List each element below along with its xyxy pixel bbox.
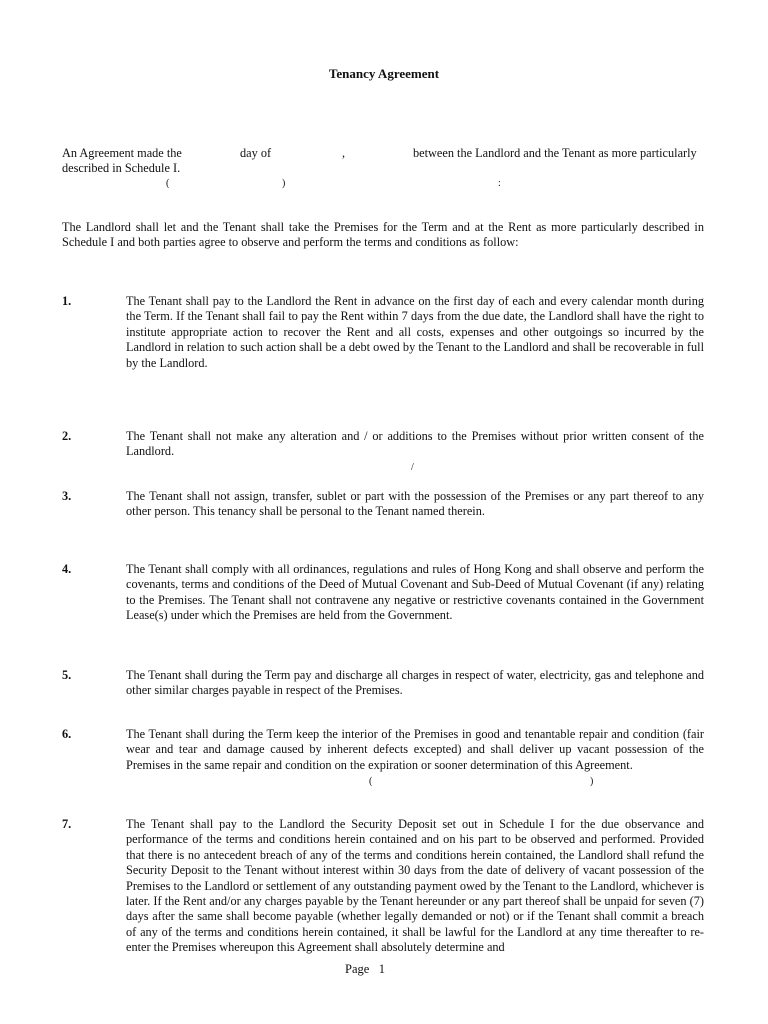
clause-4 <box>62 562 704 624</box>
clause-text: The Tenant shall during the Term keep the interior of the Premises in good and tenantable repair and condition (fair wear and tear and damage caused by inherent defects excepted) and shall deliver up vacant possession of the Premises in the same repair and condition on the expiration or sooner determination of this Agreement. <box>126 727 704 772</box>
clause-number: 6. <box>62 727 72 741</box>
intro-day-of: day of <box>240 146 272 160</box>
intro-paren-open: ( <box>166 178 170 189</box>
clause-6-mark-close: ) <box>590 776 594 787</box>
clause-number: 5. <box>62 668 72 682</box>
clause-text: The Tenant shall comply with all ordinances, regulations and rules of Hong Kong and shall observe and perform the covenants, terms and conditions of the Deed of Mutual Covenant and Sub-Deed of Mutual Covenant (if any) relating to the Premises. The Tenant shall not contravene any negative or restrictive covenants contained in the Government Lease(s) under which the Premises are held from the Government. <box>126 562 704 623</box>
intro-comma: , <box>342 146 346 160</box>
clause-text: The Tenant shall not make any alteration and / or additions to the Premises without prior written consent of the Landlord. <box>126 429 704 459</box>
clause-text: The Tenant shall during the Term pay and discharge all charges in respect of water, electricity, gas and telephone and other similar charges payable in respect of the Premises. <box>126 668 704 698</box>
intro-made-the: An Agreement made the <box>62 146 182 160</box>
clause-7 <box>62 817 704 956</box>
clause-text: The Tenant shall pay to the Landlord the Security Deposit set out in Schedule I for the due observance and performance of the terms and conditions herein contained and on his part to be observed and performed. Provided that there is no antecedent breach of any of the terms and conditions herein contained, the Landlord shall refund the Security Deposit to the Tenant without interest within 30 days from the date of delivery of vacant possession of the Premises to the Landlord or settlement of any outstanding payment owed by the Tenant to the Landlord, whichever is later. If the Rent and/or any charges payable by the Tenant hereunder or any part thereof shall be unpaid for seven (7) days after the same shall become payable (whether legally demanded or not) or if the Tenant shall commit a breach of any of the terms and conditions herein contained, it shall be lawful for the Landlord at any time thereafter to re-enter the Premises whereupon this Agreement shall absolutely determine and <box>126 817 704 955</box>
preamble: The Landlord shall let and the Tenant shall take the Premises for the Term and at the Rent as more particularly described in Schedule I and both parties agree to observe and perform the terms and conditions as follow: <box>62 220 704 250</box>
clause-3 <box>62 489 704 520</box>
clause-6-mark-open: ( <box>369 776 373 787</box>
clause-text: The Tenant shall not assign, transfer, sublet or part with the possession of the Premises or any part thereof to any other person. This tenancy shall be personal to the Tenant named therein. <box>126 489 704 519</box>
page-number: 1 <box>378 962 385 976</box>
clause-2 <box>62 429 704 460</box>
intro-described: described in Schedule I. <box>62 161 181 175</box>
intro-paren-close: ) <box>282 178 286 189</box>
page-label: Page <box>345 962 370 976</box>
page-title: Tenancy Agreement <box>328 66 440 81</box>
intro-between: between the Landlord and the Tenant as more particularly <box>413 146 697 160</box>
clause-number: 2. <box>62 429 72 443</box>
clause-text: The Tenant shall pay to the Landlord the Rent in advance on the first day of each and every calendar month during the Term. If the Tenant shall fail to pay the Rent within 7 days from the due date, the Landlord shall have the right to institute appropriate action to recover the Rent and all costs, expenses and other outgoings so incurred by the Landlord in relation to such action shall be a debt owed by the Tenant to the Landlord and shall be recoverable in full by the Landlord. <box>126 294 704 370</box>
clause-1 <box>62 294 704 371</box>
clause-number: 3. <box>62 489 72 503</box>
clause-6 <box>62 727 704 773</box>
clause-number: 7. <box>62 817 72 831</box>
page-footer <box>345 962 385 977</box>
clause-5 <box>62 668 704 699</box>
clause-number: 1. <box>62 294 72 308</box>
intro-colon: : <box>498 178 501 189</box>
clause-2-mark: / <box>411 462 414 473</box>
clause-number: 4. <box>62 562 72 576</box>
